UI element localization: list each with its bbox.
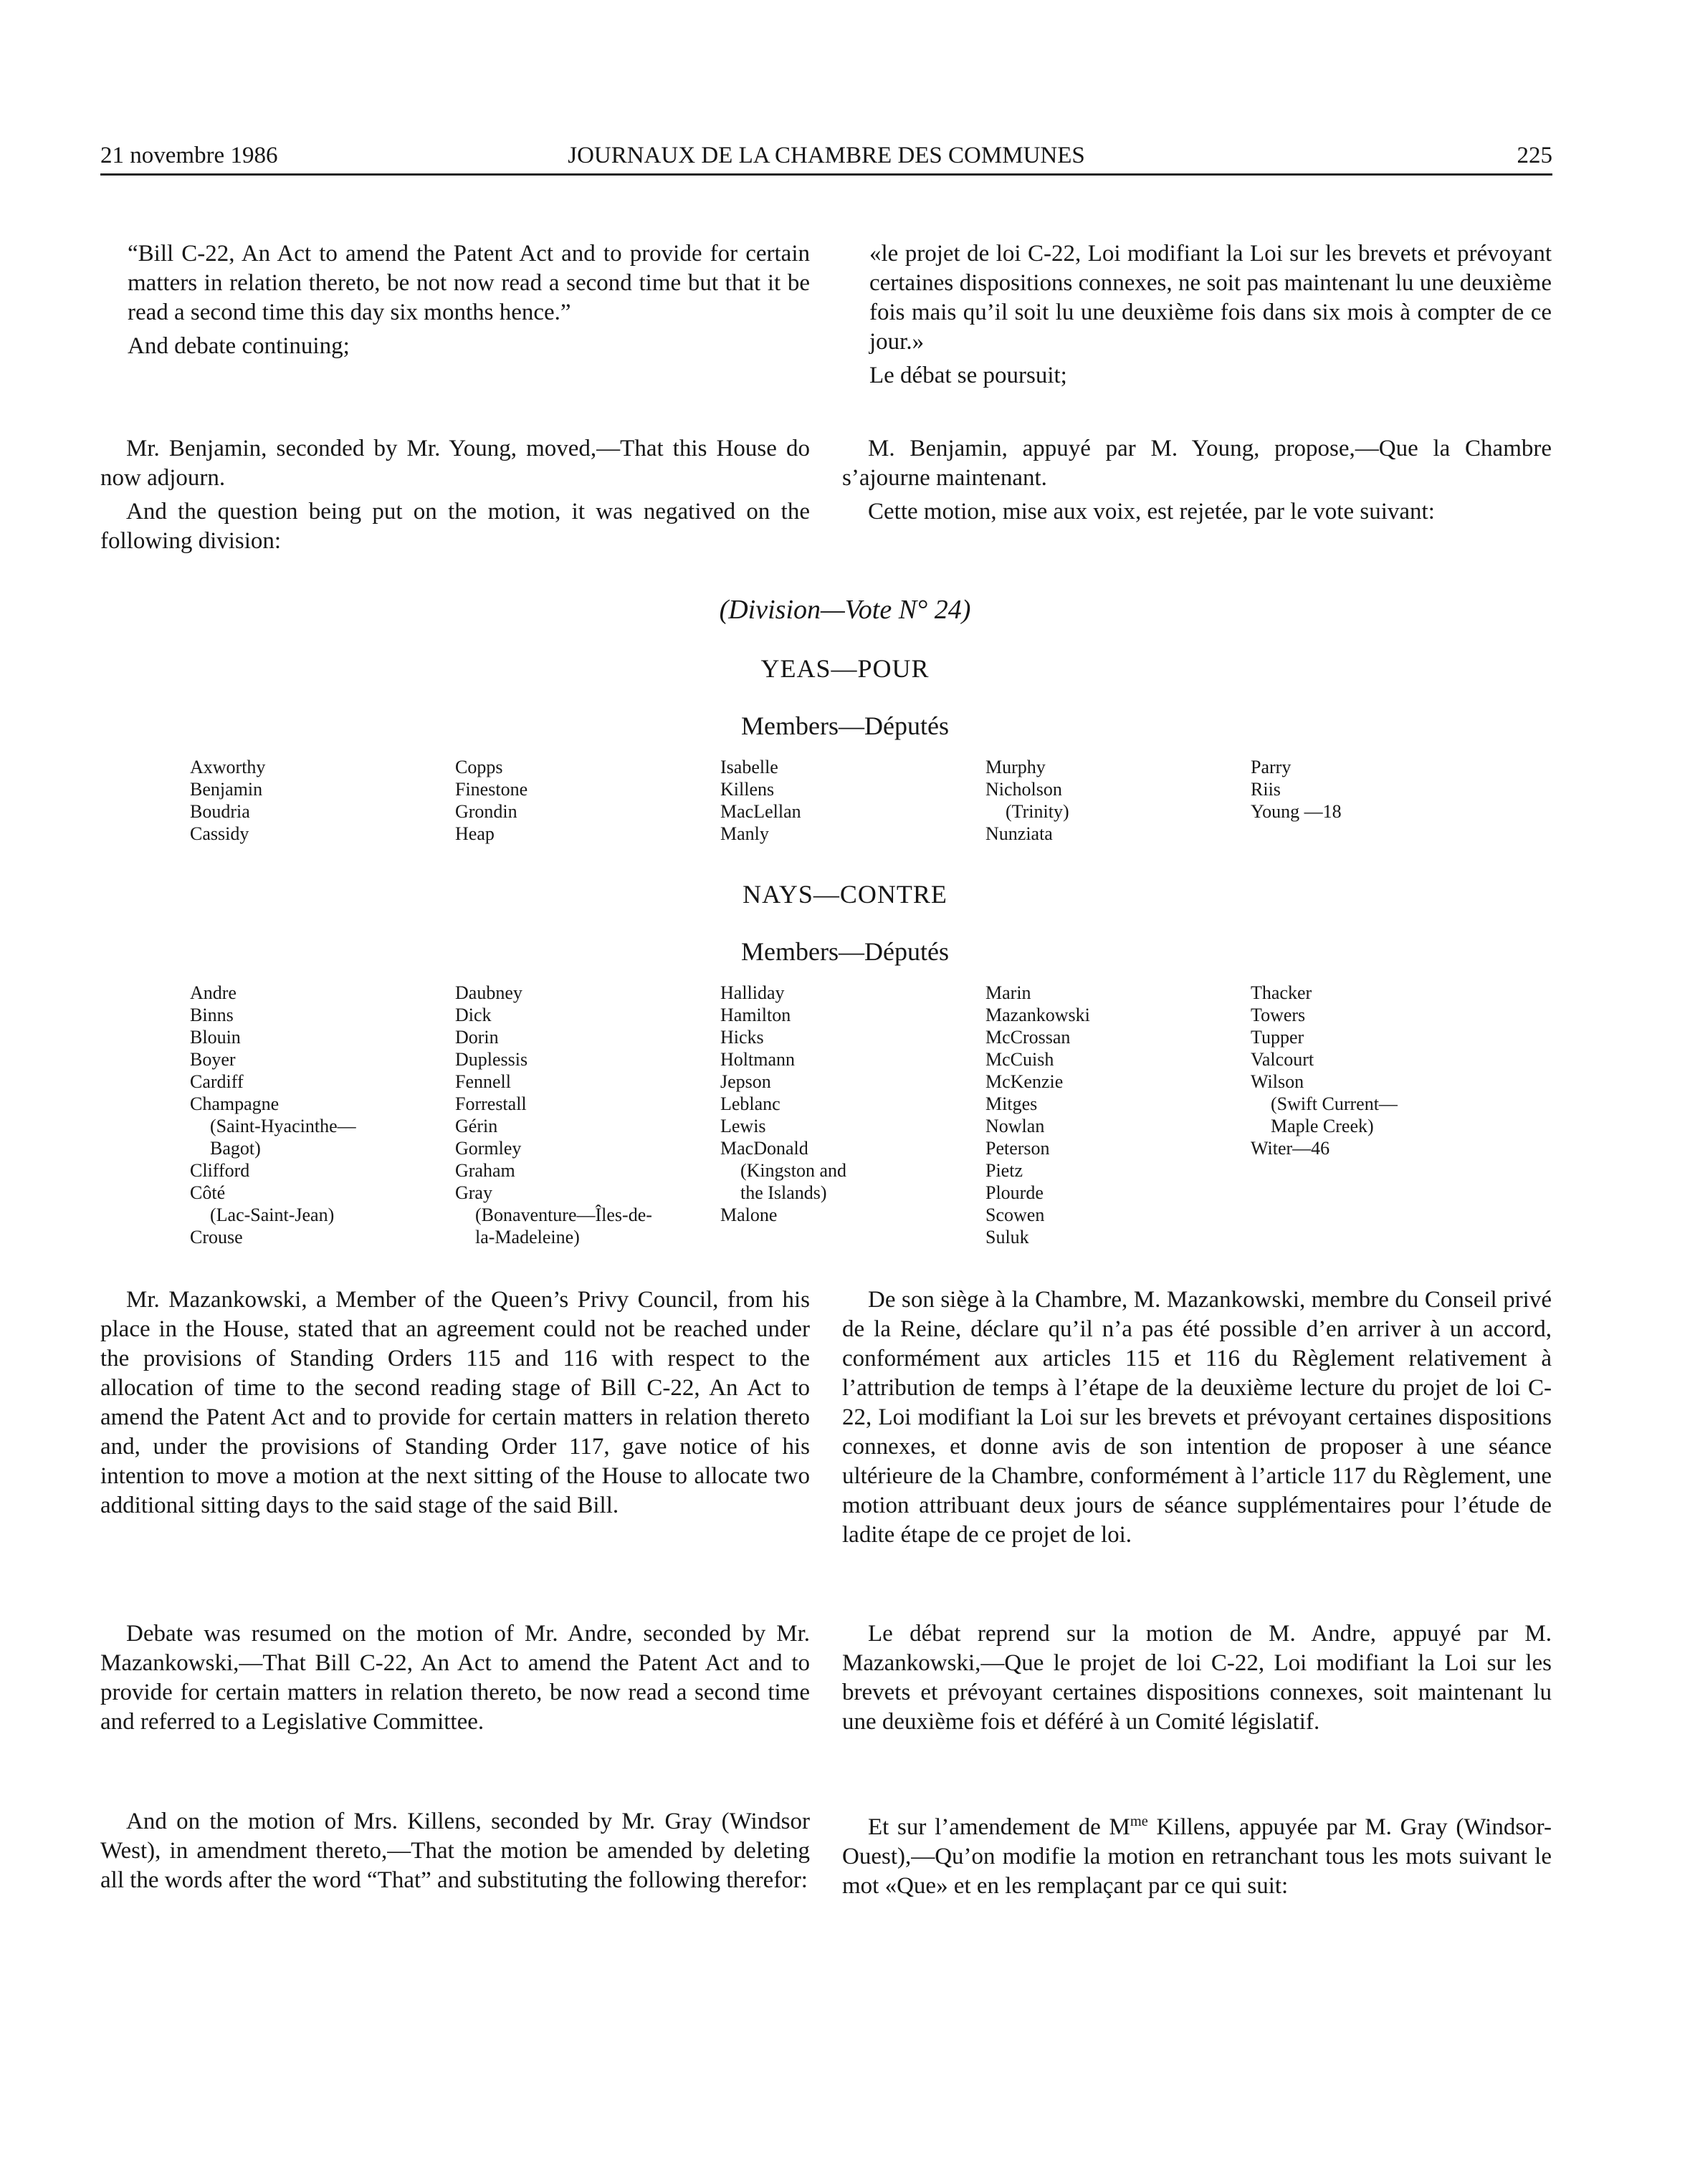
member-name: Binns bbox=[190, 1005, 234, 1025]
member-name: Plourde bbox=[985, 1182, 1044, 1203]
en-mazankowski-block bbox=[100, 1285, 810, 1520]
member-name: Boudria bbox=[190, 801, 250, 822]
member-name: Thacker bbox=[1251, 982, 1312, 1003]
member-riding: (Lac-Saint-Jean) bbox=[210, 1204, 335, 1225]
member-name: Gray bbox=[455, 1182, 492, 1203]
member-name: Nicholson bbox=[985, 779, 1062, 800]
en-quote: “Bill C-22, An Act to amend the Patent Act and to provide for certain matters in relation thereto, be not now read a second time but that it be read a second time this day six months hence.” bbox=[128, 241, 810, 325]
nays-members-heading: Members—Députés bbox=[741, 937, 949, 966]
member-name: Dick bbox=[455, 1005, 492, 1025]
member-name: Killens bbox=[720, 779, 775, 800]
member-riding: (Trinity) bbox=[1006, 801, 1069, 822]
member-name: Isabelle bbox=[720, 757, 778, 777]
fr-adjourn-block bbox=[842, 434, 1552, 527]
member-name: Grondin bbox=[455, 801, 517, 822]
fr-amendment-start: Et sur l’amendement de M bbox=[868, 1814, 1130, 1840]
member-name: Gérin bbox=[455, 1116, 498, 1136]
fr-mazankowski-block bbox=[842, 1285, 1552, 1550]
member-name: Blouin bbox=[190, 1027, 241, 1048]
member-name: Parry bbox=[1251, 757, 1292, 777]
member-name: Suluk bbox=[985, 1227, 1029, 1247]
member-name: MacLellan bbox=[720, 801, 801, 822]
en-debate-resumed: Debate was resumed on the motion of Mr. Andre, seconded by Mr. Mazankowski,—That Bill C-22, An Act to amend the Patent Act and to provide for certain matters in relation thereto, be now read a second time and referred to a Legislative Committee. bbox=[100, 1621, 810, 1735]
en-debate-continuing: And debate continuing; bbox=[128, 333, 350, 359]
yeas-column-4 bbox=[985, 756, 1069, 845]
member-name: Fennell bbox=[455, 1071, 511, 1092]
en-quote-block bbox=[100, 239, 810, 361]
yeas-heading: YEAS—POUR bbox=[760, 654, 930, 683]
fr-debate-resumed: Le débat reprend sur la motion de M. Andre, appuyé par M. Mazankowski,—Que le projet de loi C-22, Loi modifiant la Loi sur les brevets et prévoyant certaines dispositions connexes, soit maintenant lu une deuxième fois et déféré à un Comité législatif. bbox=[842, 1621, 1552, 1735]
member-name: Crouse bbox=[190, 1227, 243, 1247]
member-name: Murphy bbox=[985, 757, 1046, 777]
member-name: Nowlan bbox=[985, 1116, 1045, 1136]
member-name: McKenzie bbox=[985, 1071, 1064, 1092]
en-adjourn-motion: Mr. Benjamin, seconded by Mr. Young, moved,—That this House do now adjourn. bbox=[100, 436, 810, 491]
member-name: Forrestall bbox=[455, 1093, 527, 1114]
member-name: Daubney bbox=[455, 982, 522, 1003]
running-header bbox=[100, 138, 1552, 176]
yeas-column-1 bbox=[190, 756, 265, 845]
member-name: Wilson bbox=[1251, 1071, 1304, 1092]
en-resumed-block bbox=[100, 1619, 810, 1737]
nays-column-3 bbox=[720, 982, 846, 1226]
member-name: Holtmann bbox=[720, 1049, 795, 1070]
member-name: Pietz bbox=[985, 1160, 1023, 1181]
member-name: Duplessis bbox=[455, 1049, 528, 1070]
member-name: McCrossan bbox=[985, 1027, 1071, 1048]
member-name: Malone bbox=[720, 1204, 778, 1225]
member-name: Boyer bbox=[190, 1049, 236, 1070]
fr-amendment-superscript: me bbox=[1130, 1814, 1148, 1829]
member-name: Copps bbox=[455, 757, 503, 777]
member-name: Mazankowski bbox=[985, 1005, 1090, 1025]
fr-adjourn-motion: M. Benjamin, appuyé par M. Young, propose,—Que la Chambre s’ajourne maintenant. bbox=[842, 436, 1552, 491]
member-name: MacDonald bbox=[720, 1138, 808, 1159]
member-name: Clifford bbox=[190, 1160, 250, 1181]
yeas-column-5 bbox=[1251, 756, 1342, 823]
member-name: Scowen bbox=[985, 1204, 1045, 1225]
member-name: Manly bbox=[720, 823, 769, 844]
member-name: Valcourt bbox=[1251, 1049, 1314, 1070]
member-name: Champagne bbox=[190, 1093, 280, 1114]
member-name: Cardiff bbox=[190, 1071, 244, 1092]
member-name: Marin bbox=[985, 982, 1031, 1003]
yeas-column-3 bbox=[720, 756, 801, 845]
nays-column-1 bbox=[190, 982, 356, 1248]
member-name: Halliday bbox=[720, 982, 785, 1003]
nays-heading: NAYS—CONTRE bbox=[743, 880, 947, 909]
member-name: Tupper bbox=[1251, 1027, 1304, 1048]
fr-resumed-block bbox=[842, 1619, 1552, 1737]
member-name: McCuish bbox=[985, 1049, 1054, 1070]
member-name: Jepson bbox=[720, 1071, 771, 1092]
yeas-column-2 bbox=[455, 756, 527, 845]
member-name: Hamilton bbox=[720, 1005, 791, 1025]
en-amendment-block bbox=[100, 1807, 810, 1895]
header-title: JOURNAUX DE LA CHAMBRE DES COMMUNES bbox=[568, 143, 1085, 168]
fr-mazankowski-statement: De son siège à la Chambre, M. Mazankowski, membre du Conseil privé de la Reine, déclare qu’il n’a pas été possible d’en arriver à un accord, conformément aux articles 115 et 116 du Règlement relativement à l’attribution de temps à l’étape de la deuxième lecture du projet de loi C-22, Loi modifiant la Loi sur les brevets et prévoyant certaines dispositions connexes, et donne avis de son intention de proposer à une séance ultérieure de la Chambre, conformément à l’article 117 du Règlement, une motion attribuant deux jours de séance supplémentaires pour l’étude de ladite étape de ce projet de loi. bbox=[842, 1287, 1552, 1548]
member-name: Hicks bbox=[720, 1027, 764, 1048]
member-name: Nunziata bbox=[985, 823, 1053, 844]
member-riding: Maple Creek) bbox=[1271, 1116, 1374, 1136]
fr-quote: «le projet de loi C-22, Loi modifiant la Loi sur les brevets et prévoyant certaines dispositions connexes, ne soit pas maintenant lu une deuxième fois mais qu’il soit lu une deuxième fois dans six mois à compter de ce jour.» bbox=[869, 241, 1552, 355]
header-date: 21 novembre 1986 bbox=[100, 143, 278, 168]
yeas-members-heading: Members—Députés bbox=[741, 712, 949, 740]
member-riding: (Bonaventure—Îles-de- bbox=[475, 1204, 652, 1225]
page-number: 225 bbox=[1517, 143, 1552, 168]
member-name-total: Witer—46 bbox=[1251, 1138, 1330, 1159]
nays-column-4 bbox=[985, 982, 1090, 1248]
division-title: (Division—Vote N° 24) bbox=[719, 595, 971, 625]
member-riding: the Islands) bbox=[740, 1182, 827, 1203]
nays-column-2 bbox=[455, 982, 652, 1248]
fr-debate-continuing: Le débat se poursuit; bbox=[869, 363, 1067, 388]
fr-question-put: Cette motion, mise aux voix, est rejetée, par le vote suivant: bbox=[868, 499, 1435, 525]
member-riding: (Swift Current— bbox=[1271, 1093, 1398, 1114]
member-name: Axworthy bbox=[190, 757, 266, 777]
member-name: Graham bbox=[455, 1160, 515, 1181]
member-riding: (Kingston and bbox=[740, 1160, 847, 1181]
member-name: Leblanc bbox=[720, 1093, 780, 1114]
member-name: Riis bbox=[1251, 779, 1281, 800]
member-name-total: Young —18 bbox=[1251, 801, 1342, 822]
member-riding: (Saint-Hyacinthe— bbox=[210, 1116, 356, 1136]
member-riding: Bagot) bbox=[210, 1138, 261, 1159]
member-name: Andre bbox=[190, 982, 237, 1003]
member-name: Benjamin bbox=[190, 779, 263, 800]
member-name: Finestone bbox=[455, 779, 528, 800]
member-name: Gormley bbox=[455, 1138, 522, 1159]
member-name: Towers bbox=[1251, 1005, 1306, 1025]
member-name: Cassidy bbox=[190, 823, 249, 844]
member-name: Peterson bbox=[985, 1138, 1050, 1159]
member-name: Côté bbox=[190, 1182, 226, 1203]
en-mazankowski-statement: Mr. Mazankowski, a Member of the Queen’s Privy Council, from his place in the House, stated that an agreement could not be reached under the provisions of Standing Orders 115 and 116 with respect to the allocation of time to the second reading stage of Bill C-22, An Act to amend the Patent Act and to provide for certain matters in relation thereto and, under the provisions of Standing Order 117, gave notice of his intention to move a motion at the next sitting of the House to allocate two additional sitting days to the said stage of the said Bill. bbox=[100, 1287, 810, 1518]
member-name: Lewis bbox=[720, 1116, 766, 1136]
en-adjourn-block bbox=[100, 434, 810, 556]
member-name: Mitges bbox=[985, 1093, 1038, 1114]
fr-amendment-rest: Killens, appuyée par M. Gray (Windsor-Ouest),—Qu’on modifie la motion en retranchant tous les mots suivant le mot «Que» et en les remplaçant par ce qui suit: bbox=[842, 1814, 1552, 1899]
nays-column-5 bbox=[1251, 982, 1398, 1159]
member-riding: la-Madeleine) bbox=[475, 1227, 580, 1247]
fr-quote-block bbox=[842, 239, 1552, 391]
en-amendment: And on the motion of Mrs. Killens, seconded by Mr. Gray (Windsor West), in amendment thereto,—That the motion be amended by deleting all the words after the word “That” and substituting the following therefor: bbox=[100, 1809, 810, 1893]
en-question-put: And the question being put on the motion, it was negatived on the following division: bbox=[100, 499, 810, 554]
fr-amendment-block bbox=[842, 1807, 1552, 1901]
fr-amendment bbox=[842, 1807, 1552, 1901]
member-name: Heap bbox=[455, 823, 495, 844]
member-name: Dorin bbox=[455, 1027, 499, 1048]
